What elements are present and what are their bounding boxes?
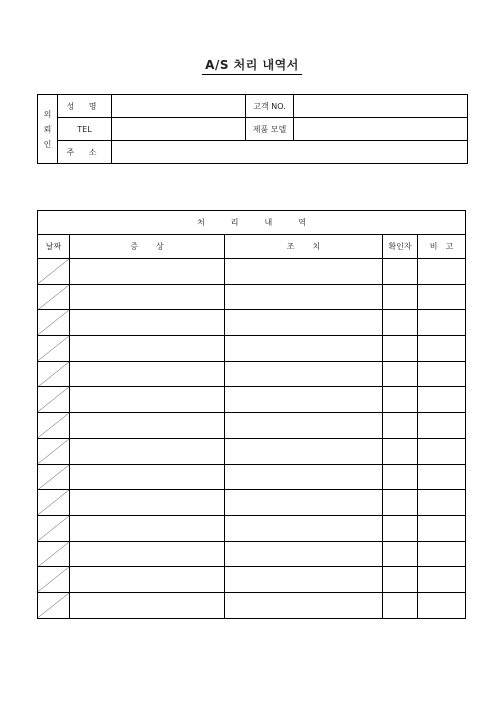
requester-section-char: 인 <box>43 139 52 149</box>
remarks-cell[interactable] <box>418 438 466 464</box>
symptom-cell[interactable] <box>70 361 225 387</box>
date-cell[interactable] <box>38 592 70 618</box>
remarks-cell[interactable] <box>418 387 466 413</box>
action-cell[interactable] <box>225 387 383 413</box>
requester-row-tel <box>38 118 468 141</box>
date-cell[interactable] <box>38 490 70 516</box>
history-row <box>38 490 466 516</box>
confirmer-cell[interactable] <box>383 259 418 285</box>
column-header-remarks <box>418 235 466 259</box>
symptom-cell[interactable] <box>70 259 225 285</box>
date-cell[interactable] <box>38 541 70 567</box>
symptom-cell[interactable] <box>70 438 225 464</box>
date-cell[interactable] <box>38 413 70 439</box>
remarks-cell[interactable] <box>418 336 466 362</box>
document-title-wrapper <box>0 56 504 75</box>
confirmer-cell[interactable] <box>383 541 418 567</box>
date-cell[interactable] <box>38 387 70 413</box>
date-slash-icon <box>38 285 69 310</box>
action-cell[interactable] <box>225 413 383 439</box>
symptom-cell[interactable] <box>70 464 225 490</box>
symptom-cell[interactable] <box>70 284 225 310</box>
action-cell[interactable] <box>225 541 383 567</box>
requester-section-char: 의 <box>43 109 52 119</box>
history-row <box>38 592 466 618</box>
remarks-cell[interactable] <box>418 413 466 439</box>
date-slash-icon <box>38 362 69 387</box>
action-cell[interactable] <box>225 567 383 593</box>
history-column-header-row <box>38 235 466 259</box>
symptom-cell[interactable] <box>70 490 225 516</box>
tel-field[interactable] <box>112 118 246 141</box>
column-header-symptom <box>70 235 225 259</box>
date-cell[interactable] <box>38 310 70 336</box>
remarks-cell[interactable] <box>418 592 466 618</box>
date-slash-icon <box>38 336 69 361</box>
date-cell[interactable] <box>38 284 70 310</box>
history-row <box>38 387 466 413</box>
column-header-remarks-text: 비고 <box>429 242 462 251</box>
confirmer-cell[interactable] <box>383 592 418 618</box>
name-field[interactable] <box>112 95 246 118</box>
date-cell[interactable] <box>38 361 70 387</box>
confirmer-cell[interactable] <box>383 515 418 541</box>
column-header-action-text: 조치 <box>286 242 339 251</box>
address-field[interactable] <box>112 141 468 164</box>
remarks-cell[interactable] <box>418 259 466 285</box>
date-slash-icon <box>38 310 69 335</box>
date-slash-icon <box>38 387 69 412</box>
document-title: A/S 처리 내역서 <box>202 56 302 75</box>
date-slash-icon <box>38 567 69 592</box>
history-row <box>38 567 466 593</box>
history-row <box>38 336 466 362</box>
history-row <box>38 413 466 439</box>
symptom-cell[interactable] <box>70 515 225 541</box>
column-header-date: 날짜 <box>38 235 70 259</box>
confirmer-cell[interactable] <box>383 438 418 464</box>
customer-no-label: 고객 NO. <box>246 95 294 118</box>
date-slash-icon <box>38 413 69 438</box>
symptom-cell[interactable] <box>70 310 225 336</box>
history-row <box>38 284 466 310</box>
customer-no-field[interactable] <box>294 95 468 118</box>
history-row <box>38 438 466 464</box>
name-label: 성 명 <box>58 95 112 118</box>
action-cell[interactable] <box>225 336 383 362</box>
action-cell[interactable] <box>225 490 383 516</box>
action-cell[interactable] <box>225 515 383 541</box>
requester-row-address <box>38 141 468 164</box>
date-slash-icon <box>38 439 69 464</box>
address-label: 주 소 <box>58 141 112 164</box>
action-cell[interactable] <box>225 592 383 618</box>
date-slash-icon <box>38 542 69 567</box>
history-row <box>38 310 466 336</box>
history-row <box>38 464 466 490</box>
symptom-cell[interactable] <box>70 336 225 362</box>
date-cell[interactable] <box>38 464 70 490</box>
date-slash-icon <box>38 465 69 490</box>
confirmer-cell[interactable] <box>383 567 418 593</box>
remarks-cell[interactable] <box>418 284 466 310</box>
action-cell[interactable] <box>225 464 383 490</box>
remarks-cell[interactable] <box>418 310 466 336</box>
action-cell[interactable] <box>225 310 383 336</box>
action-cell[interactable] <box>225 284 383 310</box>
tel-label: TEL <box>58 118 112 141</box>
remarks-cell[interactable] <box>418 490 466 516</box>
date-cell[interactable] <box>38 515 70 541</box>
column-header-action <box>225 235 383 259</box>
date-slash-icon <box>38 516 69 541</box>
column-header-confirmer: 확인자 <box>383 235 418 259</box>
history-row <box>38 361 466 387</box>
confirmer-cell[interactable] <box>383 464 418 490</box>
remarks-cell[interactable] <box>418 567 466 593</box>
date-cell[interactable] <box>38 336 70 362</box>
remarks-cell[interactable] <box>418 464 466 490</box>
history-title-row <box>38 211 466 235</box>
requester-section-label <box>38 95 58 164</box>
symptom-cell[interactable] <box>70 592 225 618</box>
date-cell[interactable] <box>38 259 70 285</box>
history-title <box>38 211 466 235</box>
date-cell[interactable] <box>38 438 70 464</box>
remarks-cell[interactable] <box>418 361 466 387</box>
requester-section-char: 뢰 <box>43 124 52 134</box>
action-cell[interactable] <box>225 361 383 387</box>
symptom-cell[interactable] <box>70 567 225 593</box>
action-cell[interactable] <box>225 438 383 464</box>
requester-info-table <box>37 94 468 164</box>
remarks-cell[interactable] <box>418 515 466 541</box>
column-header-symptom-text: 증상 <box>130 242 182 251</box>
product-model-label: 제품 모델 <box>246 118 294 141</box>
confirmer-cell[interactable] <box>383 310 418 336</box>
date-slash-icon <box>38 490 69 515</box>
confirmer-cell[interactable] <box>383 284 418 310</box>
requester-row-name <box>38 95 468 118</box>
confirmer-cell[interactable] <box>383 490 418 516</box>
confirmer-cell[interactable] <box>383 361 418 387</box>
symptom-cell[interactable] <box>70 413 225 439</box>
action-cell[interactable] <box>225 259 383 285</box>
confirmer-cell[interactable] <box>383 336 418 362</box>
symptom-cell[interactable] <box>70 541 225 567</box>
confirmer-cell[interactable] <box>383 413 418 439</box>
symptom-cell[interactable] <box>70 387 225 413</box>
history-row <box>38 259 466 285</box>
history-row <box>38 515 466 541</box>
history-row <box>38 541 466 567</box>
history-title-text: 처리내역 <box>197 218 332 227</box>
date-slash-icon <box>38 259 69 284</box>
confirmer-cell[interactable] <box>383 387 418 413</box>
service-history-table <box>37 210 466 619</box>
date-cell[interactable] <box>38 567 70 593</box>
remarks-cell[interactable] <box>418 541 466 567</box>
product-model-field[interactable] <box>294 118 468 141</box>
date-slash-icon <box>38 593 69 618</box>
